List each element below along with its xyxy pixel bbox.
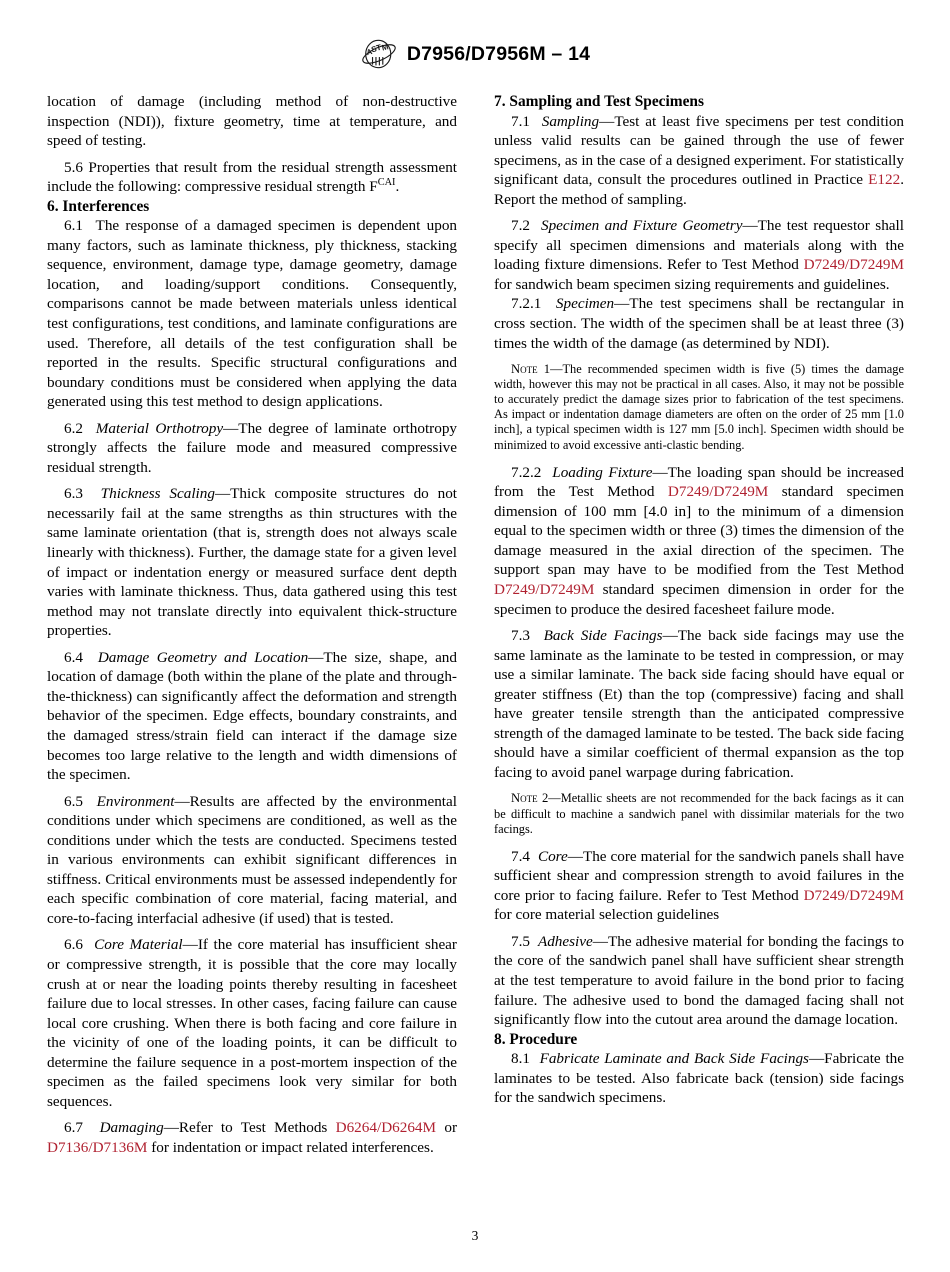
paragraph-5-5-continued: location of damage (including method of non-destructive inspection (NDI)), fixture geometry, time at temperature, and speed of testing.	[47, 93, 457, 150]
standard-link-d6264[interactable]: D6264/D6264M	[335, 1119, 437, 1137]
paragraph-7-2-1	[494, 294, 904, 353]
note-label: Note 1	[511, 362, 551, 377]
paragraph-text: —The loading span should be increased from the Test Method	[494, 463, 905, 501]
astm-logo	[360, 38, 398, 70]
paragraph-text: for core material selection guidelines	[494, 906, 720, 924]
paragraph-text: —The adhesive material for bonding the facings to the core of the sandwich panel shall have sufficient shear strength at the test temperature to avoid failure in the bond prior to facing failure. The adhesive used to bond the damaged facing shall not significantly flow into the cutout area around the damage location.	[494, 932, 904, 1029]
paragraph-number: 7.3	[511, 627, 530, 645]
paragraph-5-6	[47, 158, 457, 197]
note-text: —Metallic sheets are not recommended for the back facings as it can be difficult to machine a sandwich panel with dissimilar materials for the two facings.	[494, 791, 904, 836]
paragraph-number: 6.7	[64, 1119, 83, 1137]
run-in-title: Loading Fixture	[552, 463, 653, 481]
paragraph-number: 5.6	[64, 158, 83, 176]
paragraph-text: standard specimen dimension in order for the specimen to produce the desired facesheet failure mode.	[494, 580, 904, 618]
paragraph-text: —The core material for the sandwich panels shall have sufficient shear and compression strength to avoid failures in the core prior to facing failure. Refer to Test Method	[494, 847, 904, 904]
paragraph-text: —Test at least five specimens per test condition unless valid results can be gained through the use of fewer specimens, as in the case of a designed experiment. For statistically significant data, consult the procedures outlined in Practice	[494, 112, 905, 189]
run-in-title: Environment	[96, 792, 175, 810]
paragraph-6-4	[47, 648, 457, 785]
note-2	[494, 791, 904, 836]
paragraph-6-5	[47, 792, 457, 929]
svg-text:A: A	[365, 47, 374, 58]
run-in-title: Sampling	[541, 112, 600, 130]
run-in-title: Specimen and Fixture Geometry	[540, 217, 743, 235]
paragraph-text: —The degree of laminate orthotropy strongly affects the failure mode and measured compressive residual strength.	[47, 419, 458, 476]
paragraph-number: 8.1	[511, 1050, 530, 1068]
paragraph-text: —Results are affected by the environmental conditions under which specimens are conditioned, as well as the conditions under which the tests are conducted. Specimens tested in various environments can exhibit significant differences in stiffness. Critical environments must be assessed independently for each specific combination of core material, facing material, and core-to-facing interfacial adhesive (if used) that is tested.	[47, 792, 457, 927]
run-in-title: Core	[537, 847, 568, 865]
paragraph-6-3	[47, 484, 457, 640]
note-1	[494, 362, 904, 453]
run-in-title: Adhesive	[537, 932, 593, 950]
paragraph-6-1	[47, 216, 457, 411]
paragraph-text: standard specimen dimension of 100 mm [4.0 in] to the minimum of a dimension equal to the specimen width or three (3) times the dimension of the damage measured in the axial direction of the specimen. The support span may have to be modified from the Test Method	[494, 483, 904, 579]
page-header	[0, 38, 950, 70]
paragraph-text: —The test requestor shall specify all specimen dimensions and materials along with the loading fixture dimensions. Refer to Test Method	[494, 217, 904, 274]
standard-designation: D7956/D7956M – 14	[406, 42, 591, 65]
page-footer	[0, 1228, 950, 1244]
paragraph-number: 6.2	[64, 419, 83, 437]
paragraph-7-1	[494, 112, 904, 210]
run-in-title: Specimen	[555, 295, 615, 313]
paragraph-number: 7.2.2	[511, 463, 542, 481]
paragraph-number: 6.1	[64, 217, 83, 235]
run-in-title: Core Material	[94, 936, 183, 954]
paragraph-number: 7.2	[511, 217, 530, 235]
section-heading-8: 8. Procedure	[494, 1030, 578, 1048]
paragraph-tail: .	[395, 178, 400, 196]
paragraph-6-7	[47, 1118, 457, 1157]
left-column	[47, 92, 457, 1157]
paragraph-number: 6.5	[64, 792, 83, 810]
run-in-title: Material Orthotropy	[95, 419, 224, 437]
run-in-title: Fabricate Laminate and Back Side Facings	[539, 1050, 809, 1068]
paragraph-text: Properties that result from the residual strength assessment include the following: compressive residual strength F	[47, 158, 458, 196]
standard-link-d7249[interactable]: D7249/D7249M	[803, 886, 904, 904]
paragraph-text: —Refer to Test Methods	[163, 1119, 336, 1137]
right-column	[494, 92, 904, 1157]
paragraph-number: 6.3	[64, 485, 83, 503]
standard-link-d7249[interactable]: D7249/D7249M	[667, 483, 769, 501]
paragraph-8-1	[494, 1049, 904, 1108]
svg-text:M: M	[380, 42, 390, 53]
note-text: —The recommended specimen width is five (5) times the damage width, however this may not be practical in all cases. Also, it may not be possible to accurately predict the damage sizes prior to fabrication of the test specimens. As impact or indentation damage diameters are often on the order of 25 mm [1.0 inch], a typical specimen width is 127 mm [5.0 inch]. Specimen width should be minimized to avoid excessive anti-clastic bending.	[494, 362, 904, 452]
paragraph-text: —The test specimens shall be rectangular in cross section. The width of the specimen shall be at least three (3) times the width of the damage (as determined by NDI).	[494, 295, 904, 352]
standard-link-d7249[interactable]: D7249/D7249M	[494, 580, 595, 598]
paragraph-text: or	[436, 1119, 457, 1137]
paragraph-number: 6.6	[64, 936, 83, 954]
paragraph-number: 7.1	[511, 112, 530, 130]
run-in-title: Damaging	[99, 1119, 164, 1137]
two-column-body	[47, 92, 905, 1157]
standard-link-d7249[interactable]: D7249/D7249M	[803, 256, 904, 274]
paragraph-text: —Thick composite structures do not necessarily fail at the same strengths as thin structures with the same laminate orientation (that is, strength does not always scale linearly with thickness). Further, the damage state for a given level of impact or indentation energy or measured surface dent depth varies with laminate thickness. Thus, data gathered using this test method may not translate directly into equivalent thick-structure properties.	[47, 485, 458, 640]
paragraph-text: —If the core material has insufficient shear or compressive strength, it is possible that the core may locally crush at or near the loading points thereby resulting in facesheet failure due to local stresses. In other cases, facing failure can cause local core crushing. When there is both facing and core failure in the vicinity of one of the loading points, it can be difficult to determine the failure sequence in a post-mortem inspection of the specimen as the failed specimens look very similar for both sequences.	[47, 936, 457, 1110]
svg-text:T: T	[375, 42, 383, 53]
paragraph-7-2	[494, 216, 904, 294]
paragraph-number: 6.4	[64, 648, 83, 666]
paragraph-text: —The back side facings may use the same laminate as the laminate to be tested in compression, or may use a similar laminate. The back side facing should have equal or greater stiffness (Et) than the top (compressive) facing and shall have greater tensile strength than the anticipated compressive strength of the damaged laminate to be tested. The back side facing should have a similar coefficient of thermal expansion as the top facing to avoid panel warpage during fabrication.	[494, 627, 904, 781]
run-in-title: Back Side Facings	[543, 627, 663, 645]
section-heading-7: 7. Sampling and Test Specimens	[494, 93, 704, 110]
run-in-title: Damage Geometry and Location	[97, 648, 309, 666]
paragraph-text: The response of a damaged specimen is dependent upon many factors, such as laminate thickness, ply thickness, stacking sequence, environment, damage type, damage geometry, damage location, and loading/support conditions. Consequently, comparisons cannot be made between materials unless identical test configurations, test conditions, and laminate configurations are used. Therefore, all details of the test configuration shall be reported in the results. Specific structural configurations and boundary conditions must be considered when applying the data generated using this test method to design applications.	[47, 217, 458, 411]
paragraph-7-2-2	[494, 463, 904, 619]
paragraph-text: for indentation or impact related interferences.	[147, 1138, 434, 1156]
note-label: Note 2	[511, 791, 549, 806]
run-in-title: Thickness Scaling	[100, 485, 215, 503]
section-heading-6: 6. Interferences	[47, 197, 150, 215]
paragraph-7-5	[494, 932, 904, 1030]
paragraph-6-6	[47, 935, 457, 1111]
paragraph-6-2	[47, 419, 457, 478]
paragraph-number: 7.2.1	[511, 295, 542, 313]
standard-link-e122[interactable]: E122	[868, 171, 901, 189]
paragraph-text: . Report the method of sampling.	[494, 171, 904, 208]
paragraph-text: for sandwich beam specimen sizing requirements and guidelines.	[494, 275, 890, 293]
paragraph-7-4	[494, 847, 904, 925]
page-number: 3	[471, 1228, 479, 1243]
standard-link-d7136[interactable]: D7136/D7136M	[47, 1138, 148, 1156]
paragraph-7-3	[494, 626, 904, 782]
paragraph-number: 7.5	[511, 932, 530, 950]
svg-text:S: S	[370, 44, 378, 55]
superscript-cai: CAI	[377, 177, 396, 189]
paragraph-text: —The size, shape, and location of damage (both within the plane of the plate and through-the-thickness) can significantly affect the deformation and strength behavior of the specimen. Edge effects, boundary constraints, and the damaged stress/strain field can interact if the damage size becomes too large relative to the length and width dimensions of the specimen.	[47, 648, 457, 784]
paragraph-number: 7.4	[511, 847, 530, 865]
paragraph-text: —Fabricate the laminates to be tested. Also fabricate back (tension) side facings for the sandwich specimens.	[494, 1050, 904, 1107]
